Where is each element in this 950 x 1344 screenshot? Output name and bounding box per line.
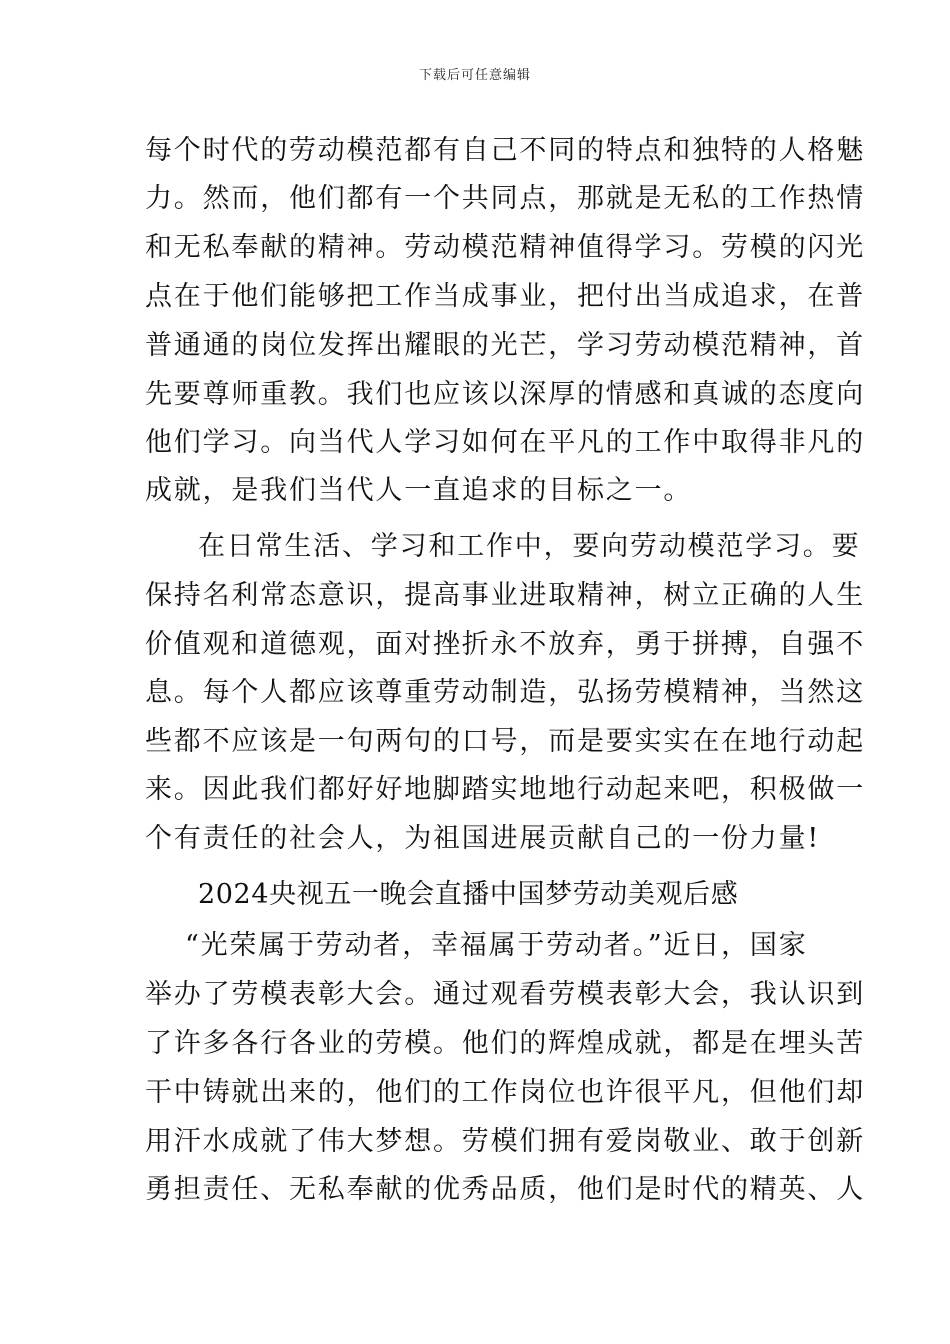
text-line: 举办了劳模表彰大会。通过观看劳模表彰大会，我认识到 (145, 979, 865, 1010)
text-line: 了许多各行各业的劳模。他们的辉煌成就，都是在埋头苦 (145, 1028, 865, 1059)
text-line: 个有责任的社会人，为祖国进展贡献自己的一份力量! (145, 823, 821, 854)
text-line: 用汗水成就了伟大梦想。劳模们拥有爱岗敬业、敢于创新 (145, 1126, 865, 1157)
text-line: 和无私奉献的精神。劳动模范精神值得学习。劳模的闪光 (145, 232, 865, 263)
text-line: 干中铸就出来的，他们的工作岗位也许很平凡，但他们却 (145, 1077, 865, 1108)
text-line: 些都不应该是一句两句的口号，而是要实实在在地行动起 (145, 726, 865, 757)
page-header-note: 下载后可任意编辑 (418, 68, 531, 83)
text-line: 每个时代的劳动模范都有自己不同的特点和独特的人格魅 (145, 135, 865, 166)
text-line: 力。然而，他们都有一个共同点，那就是无私的工作热情 (145, 183, 865, 214)
text-line: 保持名利常态意识，提高事业进取精神，树立正确的人生 (145, 580, 865, 611)
text-line: 勇担责任、无私奉献的优秀品质，他们是时代的精英、人 (145, 1174, 865, 1205)
text-line: 价值观和道德观，面对挫折永不放弃，勇于拼搏，自强不 (145, 629, 865, 660)
text-line: 点在于他们能够把工作当成事业，把付出当成追求，在普 (145, 281, 865, 312)
paragraph-start-line: “光荣属于劳动者，幸福属于劳动者。”近日，国家 (185, 930, 808, 961)
text-line: 先要尊师重教。我们也应该以深厚的情感和真诚的态度向 (145, 379, 865, 410)
text-line: 普通通的岗位发挥出耀眼的光芒，学习劳动模范精神，首 (145, 330, 865, 361)
paragraph-start-line: 在日常生活、学习和工作中，要向劳动模范学习。要 (198, 531, 861, 562)
text-line: 来。因此我们都好好地脚踏实地地行动起来吧，积极做一 (145, 774, 865, 805)
section-title: 2024央视五一晚会直播中国梦劳动美观后感 (198, 879, 739, 910)
text-line: 成就，是我们当代人一直追求的目标之一。 (145, 475, 693, 506)
text-line: 息。每个人都应该尊重劳动制造，弘扬劳模精神，当然这 (145, 677, 865, 708)
text-line: 他们学习。向当代人学习如何在平凡的工作中取得非凡的 (145, 427, 865, 458)
